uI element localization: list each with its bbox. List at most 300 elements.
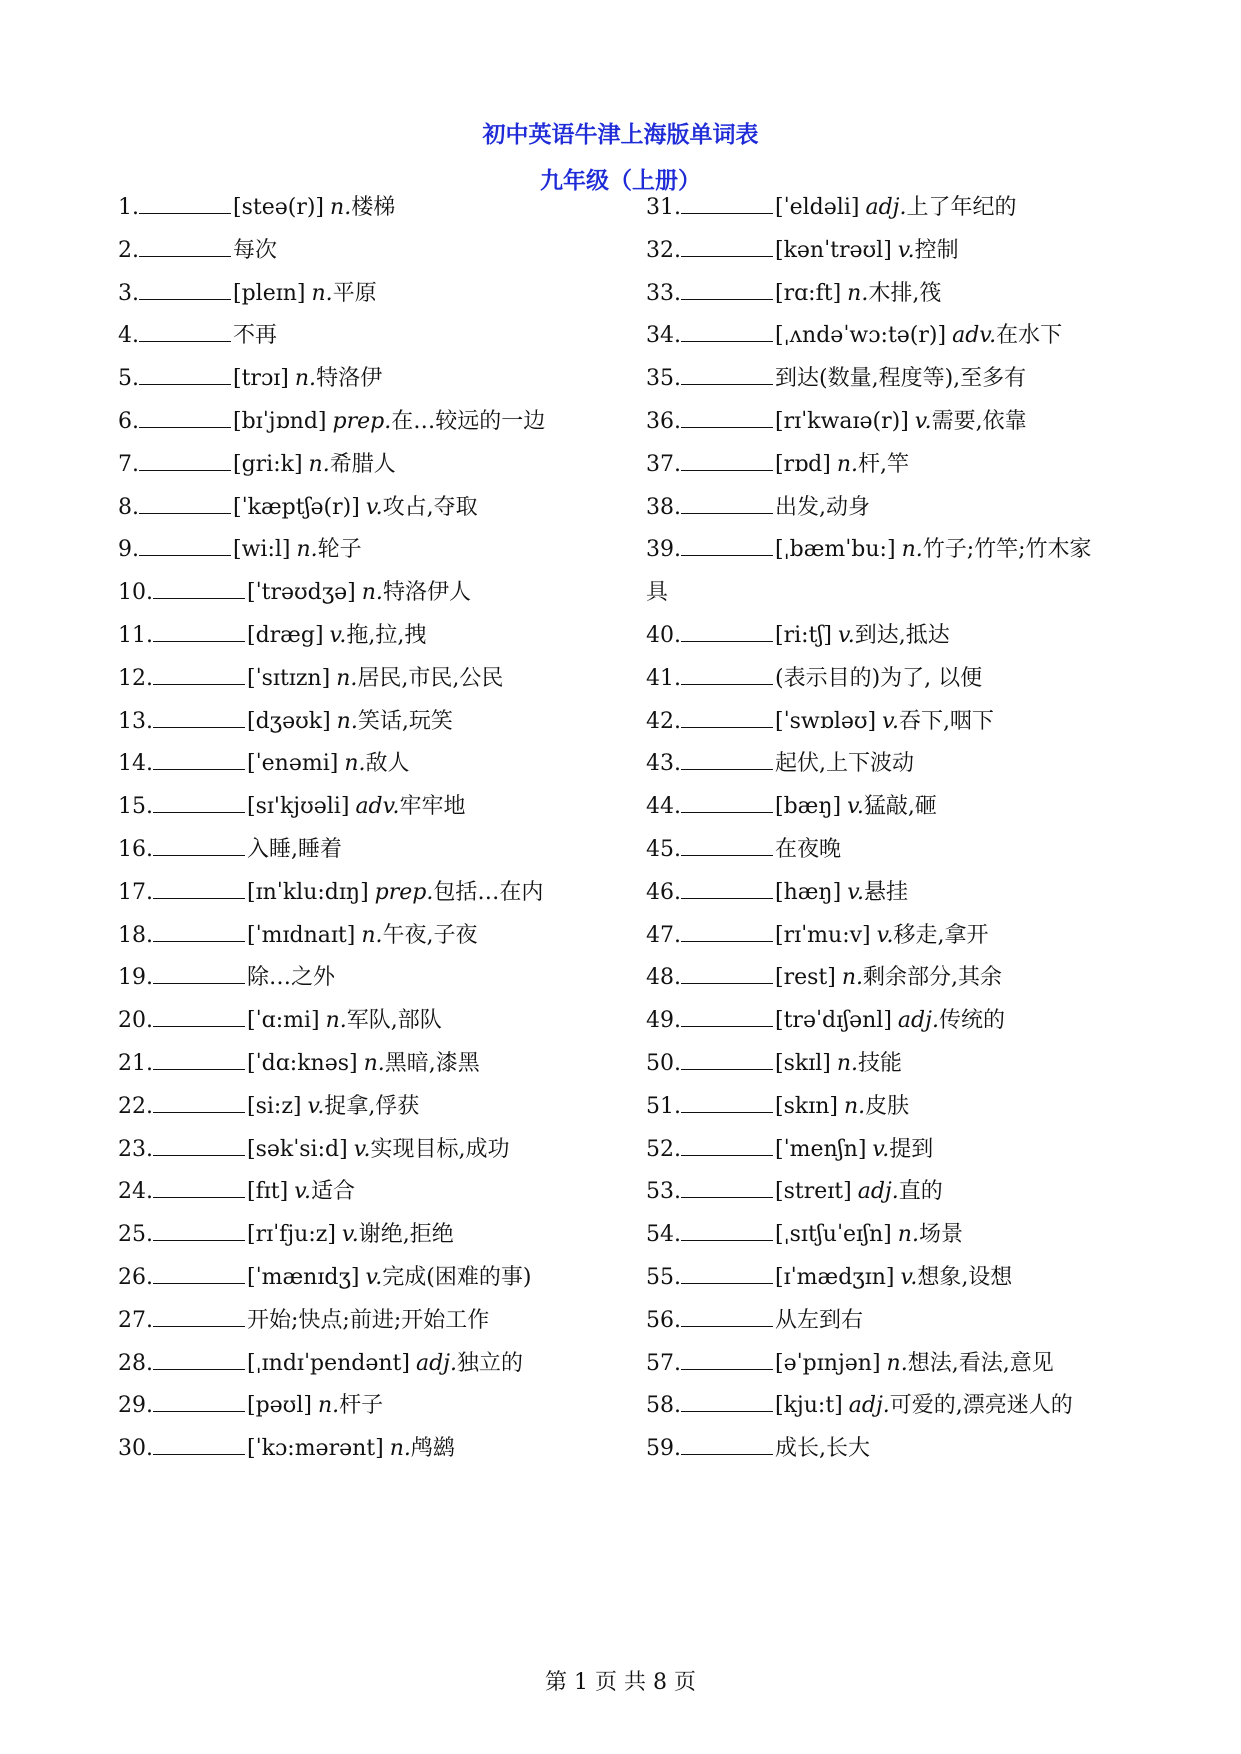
part-of-speech: n. [325,1008,347,1033]
answer-blank[interactable] [681,407,773,428]
part-of-speech: n. [296,537,318,562]
part-of-speech: v. [341,1222,359,1247]
meaning-text: 想法,看法,意见 [907,1351,1054,1376]
meaning-text: 出发,动身 [775,495,870,520]
meaning-text: 猛敲,砸 [863,794,937,819]
phonetic-text: [si:z] [247,1094,302,1119]
word-entry [118,878,543,908]
part-of-speech: n. [847,281,869,306]
phonetic-text: [ˌɪndɪˈpendənt] [247,1351,410,1376]
word-entry [646,1092,909,1122]
answer-blank[interactable] [681,535,773,556]
entry-number: 2. [118,238,139,263]
part-of-speech: n. [361,580,383,605]
word-entry [646,1135,933,1165]
meaning-text: 吞下,咽下 [898,709,994,734]
word-entry [646,921,988,951]
meaning-text: 牢牢地 [399,794,466,819]
word-entry [118,578,471,608]
meaning-text: 想象,设想 [917,1265,1013,1290]
word-entry [118,1434,455,1464]
answer-blank[interactable] [153,835,245,856]
entry-number: 6. [118,409,139,434]
word-entry [646,1306,863,1336]
answer-blank[interactable] [681,664,773,685]
meaning-text: 希腊人 [329,452,396,477]
meaning-text: 敌人 [365,751,410,776]
entry-number: 30. [118,1436,153,1461]
answer-blank[interactable] [153,1135,245,1156]
phonetic-text: [rɪˈkwaɪə(r)] [775,409,909,434]
word-entry [118,1220,454,1250]
part-of-speech: v. [353,1137,371,1162]
answer-blank[interactable] [681,279,773,300]
entry-number: 21. [118,1051,153,1076]
entry-number: 42. [646,709,681,734]
word-entry [118,1135,510,1165]
phonetic-text: [ˈkɔ:mərənt] [247,1436,384,1461]
meaning-text: 军队,部队 [346,1008,442,1033]
meaning-text: 完成(困难的事) [382,1265,532,1290]
word-entry [118,792,465,822]
part-of-speech: n. [836,1051,859,1076]
phonetic-text: [pəʊl] [247,1393,312,1418]
word-entry [118,749,410,779]
part-of-speech: n. [311,281,333,306]
phonetic-text: [sɪ'kjʊəli] [247,794,350,819]
part-of-speech: adj. [897,1008,939,1033]
word-entry [646,749,914,779]
word-entry [118,450,396,480]
entry-number: 17. [118,880,153,905]
word-entry [118,1006,442,1036]
meaning-text: 从左到右 [775,1308,864,1333]
part-of-speech: n. [336,666,358,691]
word-entry [646,364,1026,394]
meaning-text: 上了年纪的 [906,195,1017,220]
meaning-text: 起伏,上下波动 [775,751,914,776]
word-entry [646,407,1027,437]
part-of-speech: v. [900,1265,918,1290]
meaning-text: 捉拿,俘获 [324,1094,420,1119]
meaning-text: 控制 [914,238,959,263]
entry-number: 35. [646,366,681,391]
part-of-speech: n. [308,452,330,477]
meaning-text: 不再 [233,323,278,348]
entry-number: 5. [118,366,139,391]
entry-number: 27. [118,1308,153,1333]
answer-blank[interactable] [681,236,773,257]
entry-number: 4. [118,323,139,348]
entry-number: 55. [646,1265,681,1290]
part-of-speech: n. [336,709,358,734]
meaning-text: 午夜,子夜 [382,923,478,948]
answer-blank[interactable] [681,1135,773,1156]
entry-number: 38. [646,495,681,520]
part-of-speech: n. [330,195,352,220]
meaning-text: 适合 [311,1179,356,1204]
phonetic-text: [ˈswɒləʊ] [775,709,877,734]
phonetic-text: [trɔɪ] [233,366,289,391]
entry-number: 56. [646,1308,681,1333]
meaning-text: 独立的 [457,1351,524,1376]
word-entry [646,529,1106,615]
meaning-text: 传统的 [938,1008,1005,1033]
word-entry [646,1177,943,1207]
word-entry [646,450,909,480]
phonetic-text: [ˌʌndəˈwɔ:tə(r)] [775,323,947,348]
part-of-speech: v. [329,623,347,648]
phonetic-text: [bæŋ] [775,794,842,819]
meaning-text: 笑话,玩笑 [357,709,453,734]
meaning-text: 杆,竿 [858,452,910,477]
word-entry [646,1049,902,1079]
answer-blank[interactable] [139,407,231,428]
entry-number: 51. [646,1094,681,1119]
meaning-text: 平原 [332,281,377,306]
word-entry [118,364,382,394]
entry-number: 11. [118,623,153,648]
answer-blank[interactable] [153,963,245,984]
meaning-text: 轮子 [317,537,362,562]
entry-number: 49. [646,1008,681,1033]
meaning-text: 黑暗,漆黑 [384,1051,480,1076]
answer-blank[interactable] [153,707,245,728]
answer-blank[interactable] [681,1263,773,1284]
word-entry [118,279,377,309]
entry-number: 50. [646,1051,681,1076]
part-of-speech: adv. [952,323,997,348]
phonetic-text: [fɪt] [247,1179,289,1204]
meaning-text: 拖,拉,拽 [346,623,427,648]
answer-blank[interactable] [153,1263,245,1284]
entry-number: 43. [646,751,681,776]
phonetic-text: [wi:l] [233,537,291,562]
word-entry [118,707,453,737]
entry-number: 53. [646,1179,681,1204]
meaning-text: 需要,依靠 [931,409,1027,434]
phonetic-text: [ˌsɪtʃuˈeɪʃn] [775,1222,892,1247]
meaning-text: 楼梯 [351,195,396,220]
meaning-text: 场景 [918,1222,963,1247]
word-entry [118,493,478,523]
word-entry [118,621,426,651]
part-of-speech: v. [876,923,894,948]
phonetic-text: [ˈmɪdnaɪt] [247,923,356,948]
word-entry [118,1306,489,1336]
entry-number: 22. [118,1094,153,1119]
answer-blank[interactable] [681,1177,773,1198]
word-entry [646,963,1002,993]
answer-blank[interactable] [139,236,231,257]
word-entry [646,1349,1054,1379]
meaning-text: 鸬鹚 [410,1436,455,1461]
phonetic-text: [səkˈsi:d] [247,1137,348,1162]
phonetic-text: [ɪnˈklu:dɪŋ] [247,880,369,905]
answer-blank[interactable] [681,835,773,856]
word-entry [118,1177,355,1207]
word-entry [646,1006,1005,1036]
part-of-speech: n. [389,1436,411,1461]
entry-number: 20. [118,1008,153,1033]
entry-number: 24. [118,1179,153,1204]
word-entry [118,535,362,565]
part-of-speech: n. [841,965,864,990]
answer-blank[interactable] [139,364,231,385]
word-entry [646,707,994,737]
part-of-speech: v. [307,1094,325,1119]
answer-blank[interactable] [681,878,773,899]
phonetic-text: [ˈmenʃn] [775,1137,867,1162]
entry-number: 59. [646,1436,681,1461]
entry-number: 33. [646,281,681,306]
entry-number: 34. [646,323,681,348]
meaning-text: 开始;快点;前进;开始工作 [247,1308,490,1333]
answer-blank[interactable] [681,792,773,813]
phonetic-text: [ɪˈmædʒɪn] [775,1265,895,1290]
entry-number: 39. [646,537,681,562]
meaning-text: 在…较远的一边 [391,409,546,434]
phonetic-text: [ˈɑ:mi] [247,1008,320,1033]
word-entry [118,193,395,223]
answer-blank[interactable] [153,578,245,599]
answer-blank[interactable] [153,664,245,685]
part-of-speech: v. [837,623,855,648]
phonetic-text: [kju:t] [775,1393,843,1418]
phonetic-text: [ˈenəmi] [247,751,339,776]
part-of-speech: adv. [355,794,400,819]
phonetic-text: [rɪˈfju:z] [247,1222,336,1247]
entry-number: 25. [118,1222,153,1247]
entry-number: 48. [646,965,681,990]
phonetic-text: [steə(r)] [233,195,325,220]
meaning-text: 技能 [858,1051,903,1076]
word-entry [118,1391,383,1421]
meaning-text: 杆子 [339,1393,384,1418]
answer-blank[interactable] [681,1220,773,1241]
entry-number: 19. [118,965,153,990]
phonetic-text: [dʒəʊk] [247,709,331,734]
entry-number: 44. [646,794,681,819]
word-entry [118,1092,419,1122]
answer-blank[interactable] [153,1049,245,1070]
phonetic-text: [rɪˈmu:v] [775,923,871,948]
answer-blank[interactable] [153,792,245,813]
meaning-text: 居民,市民,公民 [357,666,504,691]
answer-blank[interactable] [681,321,773,342]
entry-number: 54. [646,1222,681,1247]
entry-number: 37. [646,452,681,477]
phonetic-text: [rɒd] [775,452,831,477]
answer-blank[interactable] [153,1434,245,1455]
word-entry [646,1391,1073,1421]
meaning-text: 在水下 [996,323,1063,348]
answer-blank[interactable] [153,1006,245,1027]
answer-blank[interactable] [681,1006,773,1027]
phonetic-text: [ˈsɪtɪzn] [247,666,331,691]
phonetic-text: [dræg] [247,623,324,648]
entry-number: 15. [118,794,153,819]
meaning-text: 到达,抵达 [854,623,950,648]
answer-blank[interactable] [681,707,773,728]
word-entry [118,963,335,993]
part-of-speech: adj. [848,1393,890,1418]
answer-blank[interactable] [681,963,773,984]
meaning-text: 包括…在内 [433,880,544,905]
part-of-speech: n. [886,1351,908,1376]
word-entry [118,407,545,437]
word-entry [646,1434,870,1464]
part-of-speech: v. [914,409,932,434]
answer-blank[interactable] [153,1092,245,1113]
answer-blank[interactable] [681,193,773,214]
phonetic-text: [rɑ:ft] [775,281,842,306]
entry-number: 47. [646,923,681,948]
entry-number: 58. [646,1393,681,1418]
answer-blank[interactable] [681,921,773,942]
entry-number: 41. [646,666,681,691]
answer-blank[interactable] [153,621,245,642]
part-of-speech: v. [882,709,899,734]
meaning-text: 特洛伊人 [382,580,471,605]
word-entry [646,193,1016,223]
entry-number: 10. [118,580,153,605]
word-entry [646,878,908,908]
answer-blank[interactable] [153,1349,245,1370]
entry-number: 46. [646,880,681,905]
answer-blank[interactable] [681,1349,773,1370]
meaning-text: 可爱的,漂亮迷人的 [889,1393,1073,1418]
meaning-text: 直的 [898,1179,943,1204]
meaning-text: 皮肤 [865,1094,910,1119]
answer-blank[interactable] [153,1391,245,1412]
part-of-speech: adj. [865,195,907,220]
answer-blank[interactable] [153,921,245,942]
phonetic-text: [ˌbæmˈbu:] [775,537,896,562]
part-of-speech: n. [897,1222,919,1247]
word-entry [118,236,277,266]
meaning-text: 悬挂 [864,880,909,905]
answer-blank[interactable] [139,450,231,471]
entry-number: 14. [118,751,153,776]
meaning-text: 每次 [233,238,278,263]
meaning-text: 剩余部分,其余 [863,965,1003,990]
entry-number: 23. [118,1137,153,1162]
phonetic-text: [skɪl] [775,1051,831,1076]
entry-number: 16. [118,837,153,862]
phonetic-text: [ri:tʃ] [775,623,832,648]
word-entry [646,279,941,309]
part-of-speech: adj. [415,1351,457,1376]
meaning-text: 除…之外 [247,965,336,990]
phonetic-text: [kənˈtrəʊl] [775,238,892,263]
answer-blank[interactable] [153,1177,245,1198]
meaning-text: 木排,筏 [868,281,942,306]
word-entry [646,1263,1012,1293]
entry-number: 29. [118,1393,153,1418]
answer-blank[interactable] [681,1049,773,1070]
phonetic-text: [ˈdɑ:knəs] [247,1051,358,1076]
part-of-speech: n. [361,923,383,948]
answer-blank[interactable] [153,1306,245,1327]
answer-blank[interactable] [139,535,231,556]
entry-number: 57. [646,1351,681,1376]
entry-number: 9. [118,537,139,562]
part-of-speech: v. [365,1265,383,1290]
meaning-text: (表示目的)为了, 以便 [775,666,983,691]
meaning-text: 到达(数量,程度等),至多有 [775,366,1027,391]
meaning-text: 竹子;竹竿;竹木家具 [646,537,1092,605]
part-of-speech: n. [844,1094,866,1119]
phonetic-text: [əˈpɪnjən] [775,1351,881,1376]
part-of-speech: n. [901,537,923,562]
meaning-text: 特洛伊 [316,366,383,391]
part-of-speech: n. [294,366,317,391]
word-entry [118,321,277,351]
meaning-text: 移走,拿开 [893,923,989,948]
answer-blank[interactable] [681,493,773,514]
meaning-text: 成长,长大 [775,1436,870,1461]
entry-number: 12. [118,666,153,691]
entry-number: 31. [646,195,681,220]
answer-blank[interactable] [681,1092,773,1113]
word-entry [118,1049,480,1079]
entry-number: 1. [118,195,139,220]
answer-blank[interactable] [139,193,231,214]
word-entry [118,835,342,865]
word-entry [646,1220,963,1250]
answer-blank[interactable] [153,749,245,770]
entry-number: 18. [118,923,153,948]
phonetic-text: [trəˈdɪʃənl] [775,1008,892,1033]
answer-blank[interactable] [139,279,231,300]
answer-blank[interactable] [681,1434,773,1455]
part-of-speech: n. [363,1051,385,1076]
meaning-text: 在夜晚 [775,837,842,862]
entry-number: 7. [118,452,139,477]
part-of-speech: n. [344,751,366,776]
answer-blank[interactable] [139,321,231,342]
phonetic-text: [ˈeldəli] [775,195,860,220]
meaning-text: 谢绝,拒绝 [358,1222,454,1247]
answer-blank[interactable] [681,621,773,642]
answer-blank[interactable] [139,493,231,514]
answer-blank[interactable] [681,450,773,471]
answer-blank[interactable] [681,1306,773,1327]
part-of-speech: v. [897,238,915,263]
part-of-speech: v. [847,794,864,819]
phonetic-text: [hæŋ] [775,880,842,905]
answer-blank[interactable] [153,878,245,899]
word-entry [118,921,478,951]
answer-blank[interactable] [681,1391,773,1412]
answer-blank[interactable] [153,1220,245,1241]
page-subtitle: 九年级（上册） [540,167,701,194]
entry-number: 13. [118,709,153,734]
part-of-speech: v. [872,1137,890,1162]
phonetic-text: [rest] [775,965,836,990]
entry-number: 28. [118,1351,153,1376]
entry-number: 3. [118,281,139,306]
answer-blank[interactable] [681,749,773,770]
phonetic-text: [skɪn] [775,1094,838,1119]
meaning-text: 提到 [889,1137,934,1162]
phonetic-text: [pleɪn] [233,281,306,306]
part-of-speech: adj. [857,1179,899,1204]
phonetic-text: [bɪˈjɒnd] [233,409,327,434]
phonetic-text: [ˈmænɪdʒ] [247,1265,360,1290]
answer-blank[interactable] [681,364,773,385]
